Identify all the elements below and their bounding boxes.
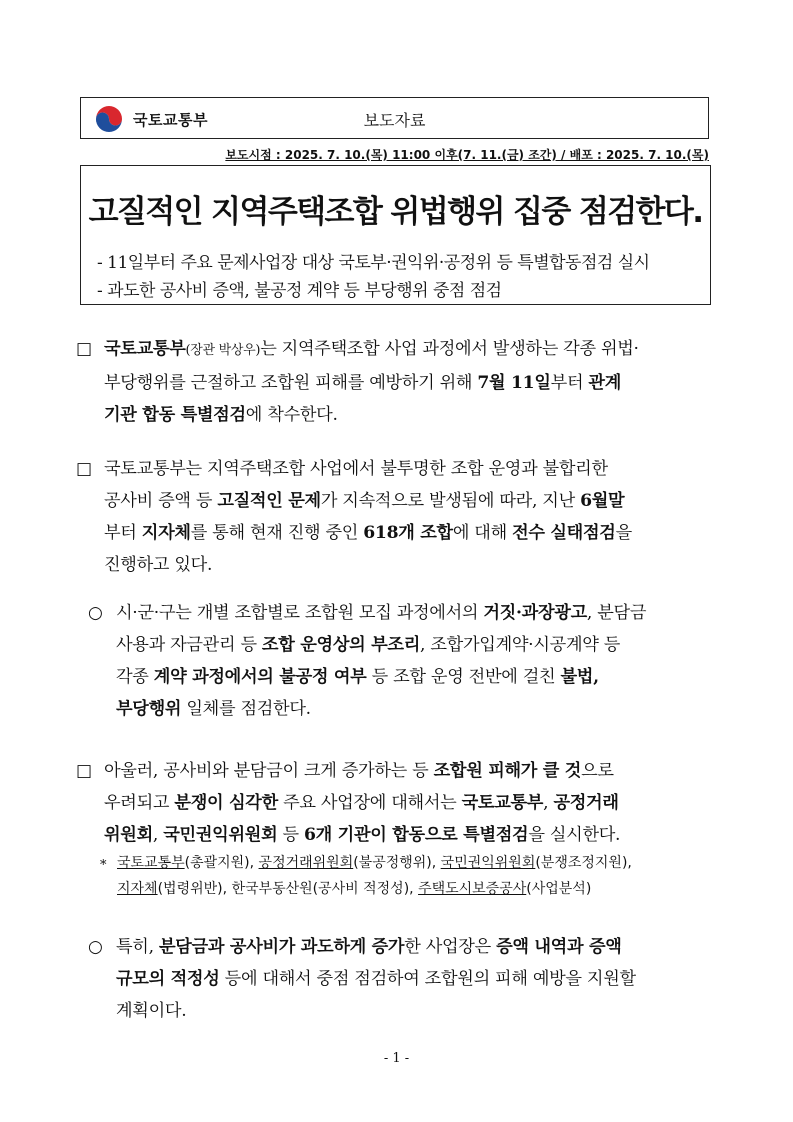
paragraph-3: 시·군·구는 개별 조합별로 조합원 모집 과정에서의 거짓·과장광고, 분담금 사용과 자금관리 등 조합 운영상의 부조리, 조합가입계약·시공계약 등 각종 계약 과정에서의 불공정 여부 등 조합 운영 전반에 걸친 불법, 부당행위 일체를 점검한다. bbox=[116, 603, 647, 719]
press-release-label: 보도자료 bbox=[363, 111, 426, 130]
paragraph-5: 특히, 분담금과 공사비가 과도하게 증가한 사업장은 증액 내역과 증액 규모의 적정성 등에 대해서 중점 점검하여 조합원의 피해 예방을 지원할 계획이다. bbox=[116, 937, 636, 1021]
page-title: 고질적인 지역주택조합 위법행위 집중 점검한다. bbox=[88, 194, 703, 230]
square-marker: □ bbox=[76, 761, 93, 781]
circle-marker: ○ bbox=[88, 603, 103, 623]
paragraph-2: 국토교통부는 지역주택조합 사업에서 불투명한 조합 운영과 불합리한 공사비 증액 등 고질적인 문제가 지속적으로 발생됨에 따라, 지난 6월말 부터 지자체를 통해 현재 진행 중인 618개 조합에 대해 전수 실태점검을 진행하고 있다. bbox=[104, 459, 632, 575]
title-box bbox=[80, 165, 711, 305]
ministry-name: 국토교통부 bbox=[133, 110, 208, 129]
subtitle-1: - 11일부터 주요 문제사업장 대상 국토부·권익위·공정위 등 특별합동점검 실시 bbox=[97, 253, 650, 273]
paragraph-4: 아울러, 공사비와 분담금이 크게 증가하는 등 조합원 피해가 클 것으로 우려되고 분쟁이 심각한 주요 사업장에 대해서는 국토교통부, 공정거래 위원회, 국민권익위원회 등 6개 기관이 합동으로 특별점검을 실시한다. bbox=[104, 761, 621, 845]
paragraph-1: 국토교통부(장관 박상우)는 지역주택조합 사업 과정에서 발생하는 각종 위법· 부당행위를 근절하고 조합원 피해를 예방하기 위해 7월 11일부터 관계 기관 합동 특별점검에 착수한다. bbox=[104, 339, 639, 425]
agency-roles-note: 국토교통부(총괄지원), 공정거래위원회(불공정행위), 국민권익위원회(분쟁조정지원), 지자체(법령위반), 한국부동산원(공사비 적정성), 주택도시보증공사(사업분석) bbox=[117, 855, 632, 897]
circle-marker: ○ bbox=[88, 937, 103, 957]
header-box bbox=[80, 97, 709, 139]
subtitle-2: - 과도한 공사비 증액, 불공정 계약 등 부당행위 중점 점검 bbox=[97, 281, 502, 301]
release-info: 보도시점 : 2025. 7. 10.(목) 11:00 이후(7. 11.(금) 조간) / 배포 : 2025. 7. 10.(목) bbox=[225, 148, 709, 162]
asterisk-marker: * bbox=[100, 858, 107, 873]
page-number: - 1 - bbox=[383, 1051, 410, 1066]
square-marker: □ bbox=[76, 459, 93, 479]
square-marker: □ bbox=[76, 339, 93, 359]
